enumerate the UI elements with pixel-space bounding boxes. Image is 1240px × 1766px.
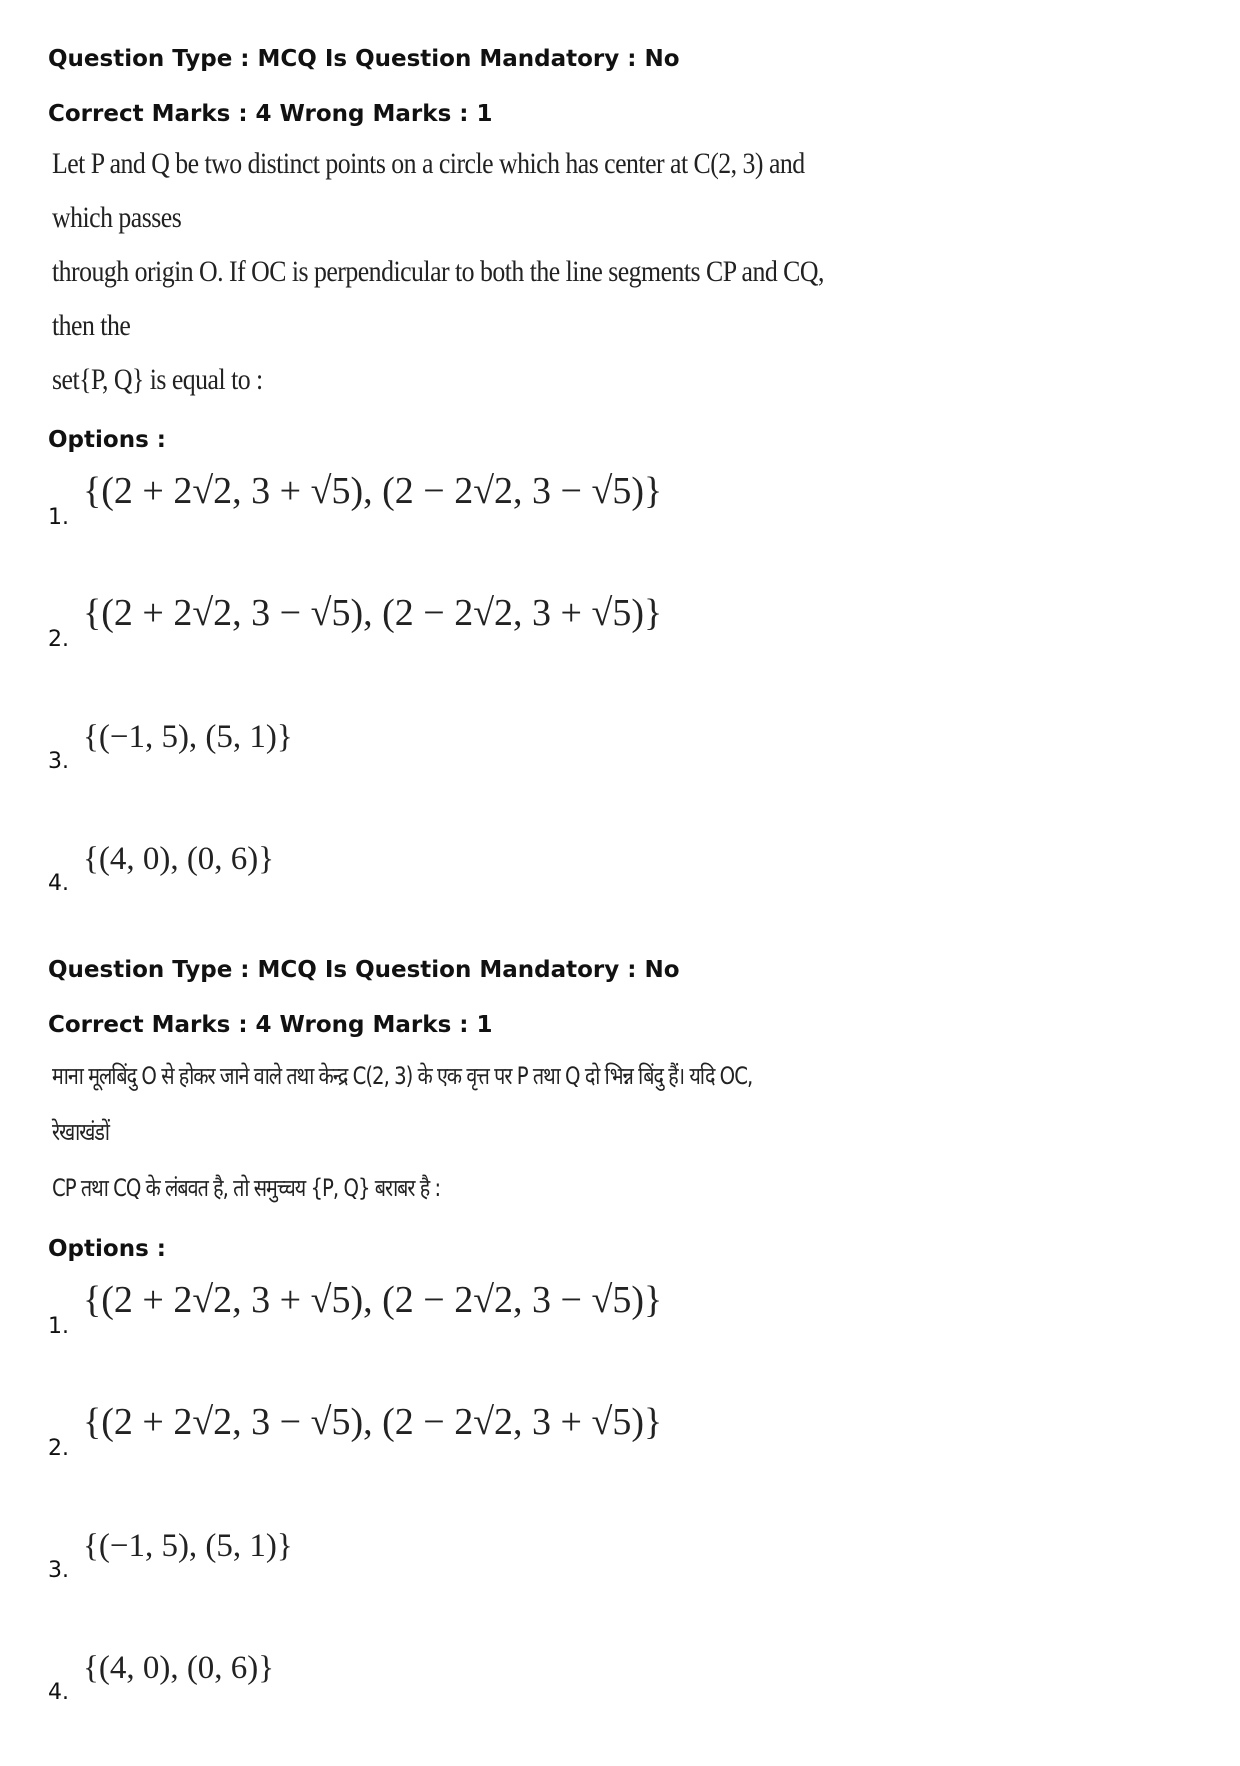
option-4[interactable] [48,835,1148,957]
option-text: {(−1, 5), (5, 1)} [83,1528,293,1564]
option-number: 1. [48,505,69,530]
option-number: 3. [48,1558,69,1583]
question-block-1 [48,44,1148,957]
option-text: {(2 + 2√2, 3 + √5), (2 − 2√2, 3 − √5)} [83,470,663,512]
option-2[interactable] [48,591,1148,713]
option-number: 3. [48,749,69,774]
option-4[interactable] [48,1644,1148,1766]
option-text: {(2 + 2√2, 3 + √5), (2 − 2√2, 3 − √5)} [83,1279,663,1321]
option-1[interactable] [48,469,1148,591]
question-text-line: CP तथा CQ के लंबवत है, तो समुच्चय {P, Q} बराबर है : [52,1174,441,1202]
option-number: 2. [48,627,69,652]
question-text-line: through origin O. If OC is perpendicular to both the line segments CP and CQ, then the [52,255,824,342]
options-list [48,1278,1148,1766]
question-text [52,137,826,407]
option-text: {(2 + 2√2, 3 − √5), (2 − 2√2, 3 + √5)} [83,1401,663,1443]
question-text-line: माना मूलबिंदु O से होकर जाने वाले तथा केन्द्र C(2, 3) के एक वृत्त पर P तथा Q दो भिन्न बिंदु हैं। यदि OC, रेखाखंडों [52,1062,753,1146]
option-text: {(−1, 5), (5, 1)} [83,719,293,755]
question-text-line: Let P and Q be two distinct points on a circle which has center at C(2, 3) and which passes [52,147,805,234]
option-3[interactable] [48,1522,1148,1644]
option-text: {(4, 0), (0, 6)} [83,841,275,877]
option-number: 1. [48,1314,69,1339]
options-list [48,469,1148,957]
marks-line: Correct Marks : 4 Wrong Marks : 1 [48,1012,493,1038]
option-number: 2. [48,1436,69,1461]
option-number: 4. [48,871,69,896]
option-3[interactable] [48,713,1148,835]
options-label: Options : [48,1236,166,1262]
question-type-line: Question Type : MCQ Is Question Mandatory : No [48,46,680,72]
option-number: 4. [48,1680,69,1705]
question-block-2 [48,955,1148,1766]
option-2[interactable] [48,1400,1148,1522]
options-label: Options : [48,427,166,453]
question-text-hindi [52,1048,790,1216]
question-text-line: set{P, Q} is equal to : [52,363,263,396]
question-type-line: Question Type : MCQ Is Question Mandatory : No [48,957,680,983]
option-text: {(4, 0), (0, 6)} [83,1650,275,1686]
marks-line: Correct Marks : 4 Wrong Marks : 1 [48,101,493,127]
option-text: {(2 + 2√2, 3 − √5), (2 − 2√2, 3 + √5)} [83,592,663,634]
option-1[interactable] [48,1278,1148,1400]
